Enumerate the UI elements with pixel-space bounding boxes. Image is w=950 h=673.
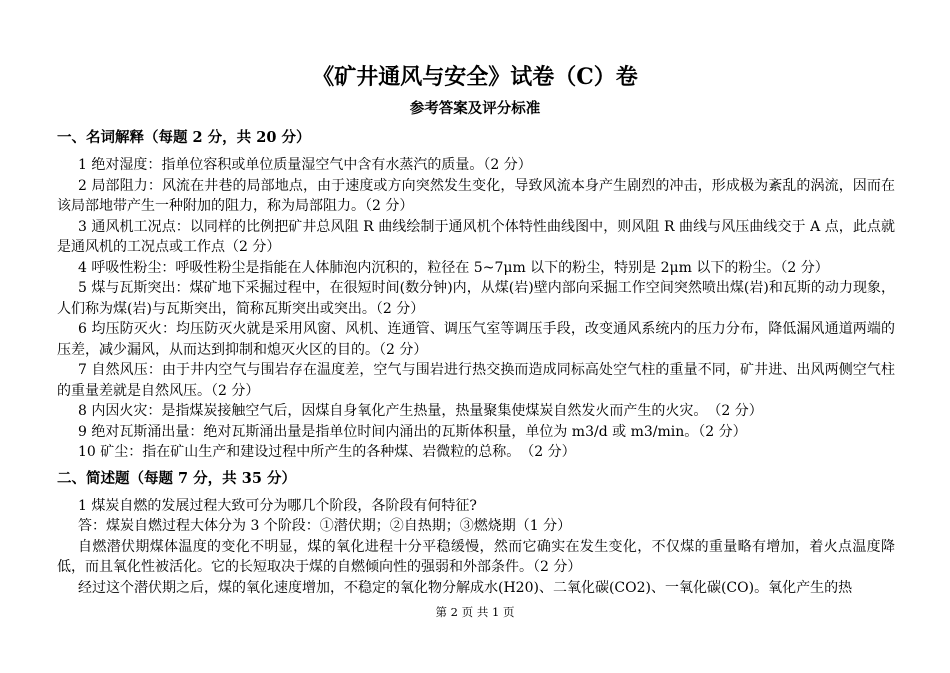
definition-item: 3 通风机工况点：以同样的比例把矿井总风阻 R 曲线绘制于通风机个体特性曲线图中，则风阻 R 曲线与风压曲线交于 A 点，此点就是通风机的工况点或工作点（2 分） <box>57 218 895 255</box>
page-footer: 第 2 页 共 1 页 <box>435 605 515 619</box>
answer-paragraph: 答：煤炭自燃过程大体分为 3 个阶段：①潜伏期；②自热期；③燃烧期（1 分） <box>78 518 572 534</box>
definition-item: 4 呼吸性粉尘：呼吸性粉尘是指能在人体肺泡内沉积的，粒径在 5~7μm 以下的粉尘，特别是 2μm 以下的粉尘。（2 分） <box>78 259 829 276</box>
document-title: 《矿井通风与安全》试卷（C）卷 <box>312 64 638 90</box>
answer-paragraph: 自燃潜伏期煤体温度的变化不明显，煤的氧化进程十分平稳缓慢，然而它确实在发生变化，不仅煤的重量略有增加，着火点温度降低，而且氧化性被活化。它的长短取决于煤的自燃倾向性的强弱和外部条件。（2 分） <box>57 538 895 575</box>
document-body <box>57 128 895 598</box>
definition-item: 8 内因火灾：是指煤炭接触空气后，因煤自身氧化产生热量，热量聚集使煤炭自然发火而产生的火灾。 （2 分） <box>78 403 763 419</box>
definition-item: 5 煤与瓦斯突出：煤矿地下采掘过程中，在很短时间(数分钟)内，从煤(岩)壁内部向采掘工作空间突然喷出煤(岩)和瓦斯的动力现象，人们称为煤(岩)与瓦斯突出，简称瓦斯突出或突出。（2 分） <box>57 280 895 317</box>
definition-item: 2 局部阻力：风流在井巷的局部地点，由于速度或方向突然发生变化，导致风流本身产生剧烈的冲击，形成极为紊乱的涡流，因而在该局部地带产生一种附加的阻力，称为局部阻力。（2 分） <box>57 177 895 214</box>
answer-paragraph: 经过这个潜伏期之后，煤的氧化速度增加，不稳定的氧化物分解成水(H20)、二氧化碳(CO2)、一氧化碳(CO)。氧化产生的热 <box>78 579 853 596</box>
section-heading-short-answer: 二、简述题（每题 7 分，共 35 分） <box>57 469 296 487</box>
definition-item: 9 绝对瓦斯涌出量：绝对瓦斯涌出量是指单位时间内涌出的瓦斯体积量，单位为 m3/d 或 m3/min。（2 分） <box>78 423 747 440</box>
definition-item: 6 均压防灭火：均压防灭火就是采用风窗、风机、连通管、调压气室等调压手段，改变通风系统内的压力分布，降低漏风通道两端的压差，减少漏风，从而达到抑制和熄灭火区的目的。（2 分） <box>57 321 895 358</box>
definition-item: 1 绝对湿度：指单位容积或单位质量湿空气中含有水蒸汽的质量。（2 分） <box>78 157 532 173</box>
document-subtitle: 参考答案及评分标准 <box>409 100 541 117</box>
definition-item: 7 自然风压：由于井内空气与围岩存在温度差，空气与围岩进行热交换而造成同标高处空气柱的重量不同，矿井进、出风两侧空气柱的重量差就是自然风压。（2 分） <box>57 362 895 399</box>
definition-item: 10 矿尘：指在矿山生产和建设过程中所产生的各种煤、岩微粒的总称。 （2 分） <box>78 444 576 460</box>
question-text: 1 煤炭自燃的发展过程大致可分为哪几个阶段，各阶段有何特征? <box>78 497 477 514</box>
section-heading-definitions: 一、名词解释（每题 2 分，共 20 分） <box>57 129 311 146</box>
